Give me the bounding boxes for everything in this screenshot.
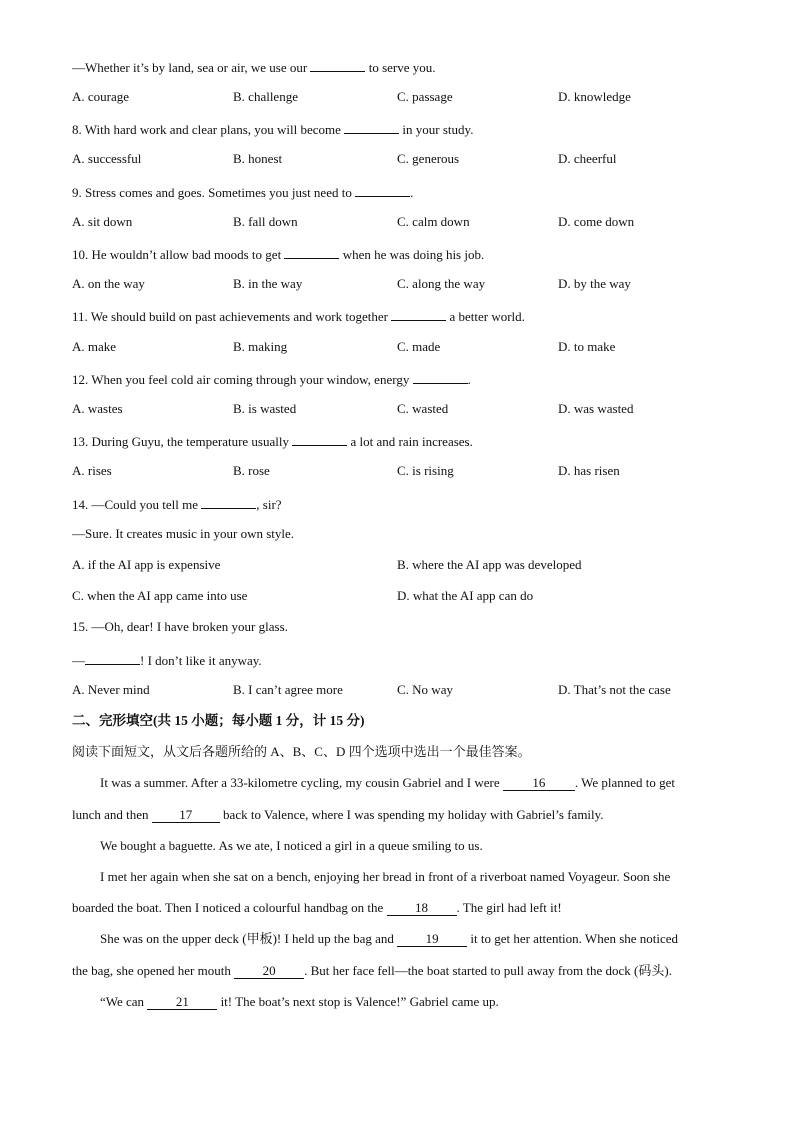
stem-text: 13. During Guyu, the temperature usually <box>72 434 289 449</box>
passage-text: back to Valence, where I was spending my holiday with Gabriel’s family. <box>223 807 604 822</box>
stem-text: 8. With hard work and clear plans, you will become <box>72 122 341 137</box>
blank-20: 20 <box>234 964 304 979</box>
question-14-stem <box>72 495 282 513</box>
option-b: B. challenge <box>233 89 298 104</box>
option-c: C. when the AI app came into use <box>72 588 248 603</box>
stem-text: . <box>467 372 471 387</box>
stem-text: a lot and rain increases. <box>350 434 473 449</box>
option-d: D. has risen <box>558 463 620 478</box>
passage-p4-line2 <box>72 963 672 979</box>
option-d: D. come down <box>558 214 635 229</box>
stem-text: in your study. <box>402 122 474 137</box>
answer-blank <box>310 58 365 72</box>
answer-blank <box>344 120 399 134</box>
question-7-stem <box>72 58 436 76</box>
passage-p4-line1 <box>100 931 678 947</box>
answer-blank <box>413 370 468 384</box>
passage-text: lunch and then <box>72 807 149 822</box>
option-b: B. rose <box>233 463 270 478</box>
option-a: A. successful <box>72 151 142 166</box>
passage-text: it to get her attention. When she noticed <box>470 931 679 946</box>
passage-p1-line1 <box>100 775 675 791</box>
passage-text: It was a summer. After a 33-kilometre cycling, my cousin Gabriel and I were <box>100 775 500 790</box>
option-c: C. calm down <box>397 214 470 229</box>
passage-text: . But her face fell—the boat started to pull away from the dock (码头). <box>304 963 672 978</box>
option-a: A. on the way <box>72 276 145 291</box>
blank-16: 16 <box>503 776 575 791</box>
option-d: D. cheerful <box>558 151 617 166</box>
option-a: A. sit down <box>72 214 133 229</box>
option-c: C. wasted <box>397 401 449 416</box>
stem-text: 10. He wouldn’t allow bad moods to get <box>72 247 282 262</box>
stem-text: 14. —Could you tell me <box>72 497 199 512</box>
stem-text: to serve you. <box>368 60 436 75</box>
passage-text: . We planned to get <box>574 775 676 790</box>
passage-p3-line1: I met her again when she sat on a bench, enjoying her bread in front of a riverboat named Voyageur. Soon she <box>100 869 671 884</box>
answer-blank <box>292 432 347 446</box>
option-c: C. passage <box>397 89 453 104</box>
option-a: A. if the AI app is expensive <box>72 557 221 572</box>
passage-p5 <box>100 994 499 1010</box>
option-a: A. courage <box>72 89 130 104</box>
option-d: D. was wasted <box>558 401 634 416</box>
answer-blank <box>201 495 256 509</box>
option-d: D. by the way <box>558 276 631 291</box>
stem-text: . <box>410 185 414 200</box>
stem-text: , sir? <box>256 497 282 512</box>
blank-18: 18 <box>387 901 457 916</box>
stem-text: 12. When you feel cold air coming through your window, energy <box>72 372 410 387</box>
stem-text: a better world. <box>449 309 525 324</box>
stem-text: — <box>72 653 85 668</box>
passage-text: She was on the upper deck (甲板)! I held up the bag and <box>100 931 394 946</box>
passage-p1-line2 <box>72 807 604 823</box>
answer-blank <box>85 651 140 665</box>
section-title: 二、完形填空(共 15 小题；每小题 1 分，计 15 分) <box>72 713 365 728</box>
option-d: D. to make <box>558 339 616 354</box>
stem-text: 11. We should build on past achievements and work together <box>72 309 388 324</box>
option-c: C. made <box>397 339 441 354</box>
passage-p3-line2 <box>72 900 562 916</box>
option-c: C. No way <box>397 682 453 697</box>
blank-19: 19 <box>397 932 467 947</box>
passage-text: “We can <box>100 994 145 1009</box>
option-a: A. make <box>72 339 117 354</box>
option-c: C. generous <box>397 151 460 166</box>
option-b: B. where the AI app was developed <box>397 557 582 572</box>
option-c: C. along the way <box>397 276 486 291</box>
stem-text: 9. Stress comes and goes. Sometimes you just need to <box>72 185 352 200</box>
stem-text: —Whether it’s by land, sea or air, we use our <box>72 60 308 75</box>
option-b: B. is wasted <box>233 401 297 416</box>
question-14-reply: —Sure. It creates music in your own style. <box>72 526 295 541</box>
option-b: B. fall down <box>233 214 298 229</box>
answer-blank <box>355 183 410 197</box>
blank-21: 21 <box>147 995 217 1010</box>
option-a: A. rises <box>72 463 112 478</box>
question-15-reply <box>72 651 262 669</box>
option-b: B. making <box>233 339 288 354</box>
stem-text: when he was doing his job. <box>342 247 485 262</box>
blank-17: 17 <box>152 808 220 823</box>
answer-blank <box>391 307 446 321</box>
section-instruction: 阅读下面短文，从文后各题所给的 A、B、C、D 四个选项中选出一个最佳答案。 <box>72 744 531 759</box>
passage-text: it! The boat’s next stop is Valence!” Gabriel came up. <box>220 994 499 1009</box>
stem-text: ! I don’t like it anyway. <box>140 653 262 668</box>
question-13-stem <box>72 432 473 450</box>
option-b: B. honest <box>233 151 283 166</box>
answer-blank <box>284 245 339 259</box>
option-d: D. what the AI app can do <box>397 588 534 603</box>
question-15-stem: 15. —Oh, dear! I have broken your glass. <box>72 619 288 634</box>
passage-p2: We bought a baguette. As we ate, I noticed a girl in a queue smiling to us. <box>100 838 483 853</box>
option-a: A. Never mind <box>72 682 150 697</box>
option-a: A. wastes <box>72 401 123 416</box>
question-10-stem <box>72 245 484 263</box>
question-12-stem <box>72 370 471 388</box>
option-d: D. knowledge <box>558 89 631 104</box>
passage-text: boarded the boat. Then I noticed a colourful handbag on the <box>72 900 384 915</box>
option-d: D. That’s not the case <box>558 682 671 697</box>
question-9-stem <box>72 183 413 201</box>
passage-text: . The girl had left it! <box>456 900 562 915</box>
option-b: B. in the way <box>233 276 303 291</box>
option-b: B. I can’t agree more <box>233 682 343 697</box>
passage-text: the bag, she opened her mouth <box>72 963 231 978</box>
question-8-stem <box>72 120 473 138</box>
question-11-stem <box>72 307 525 325</box>
option-c: C. is rising <box>397 463 454 478</box>
